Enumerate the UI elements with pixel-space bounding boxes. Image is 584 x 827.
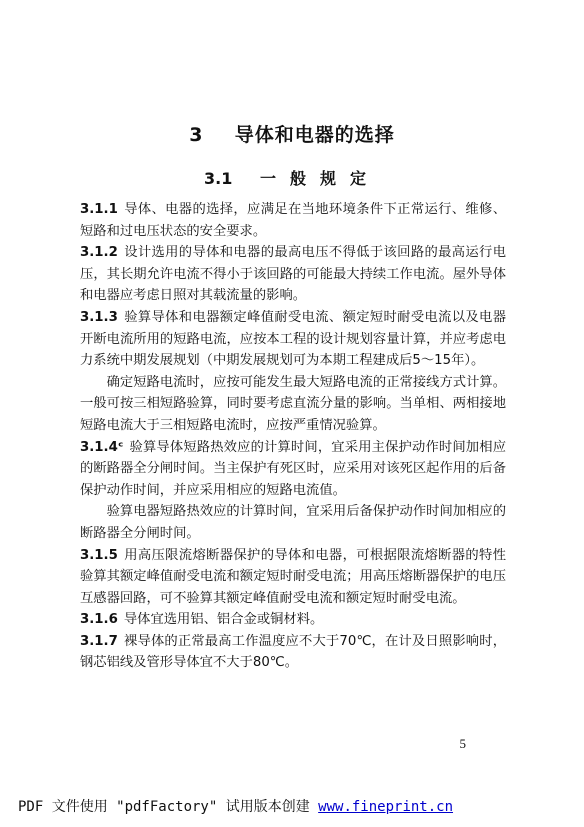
paragraph <box>80 501 506 544</box>
body-text <box>80 199 506 674</box>
clause-number: 3.1.4ᶜ <box>80 439 124 455</box>
section-number: 3.1 <box>204 169 233 188</box>
paragraph <box>80 372 506 437</box>
clause-number: 3.1.5 <box>80 547 118 563</box>
paragraph-text: 确定短路电流时，应按可能发生最大短路电流的正常接线方式计算。一般可按三相短路验算，同时要考虑直流分量的影响。当单相、两相接地短路电流大于三相短路电流时，应按严重情况验算。 <box>80 374 506 433</box>
footer-link[interactable]: www.fineprint.cn <box>318 799 454 815</box>
clause-number: 3.1.3 <box>80 309 118 325</box>
paragraph-text: 验算导体和电器额定峰值耐受电流、额定短时耐受电流以及电器开断电流所用的短路电流，应按本工程的设计规划容量计算，并应考虑电力系统中期发展规划（中期发展规划可为本期工程建成后5～15年）。 <box>80 309 506 369</box>
chapter-title <box>0 120 584 147</box>
paragraph-text: 裸导体的正常最高工作温度应不大于70℃，在计及日照影响时，钢芯铝线及管形导体宜不大于80℃。 <box>80 633 506 671</box>
paragraph-text: 导体宜选用铝、铝合金或铜材料。 <box>123 612 324 628</box>
paragraph-text: 验算导体短路热效应的计算时间，宜采用主保护动作时间加相应的断路器全分闸时间。当主保护有死区时，应采用对该死区起作用的后备保护动作时间，并应采用相应的短路电流值。 <box>80 439 506 498</box>
section-title-text: 一般规定 <box>259 169 380 188</box>
page-number: 5 <box>459 736 466 751</box>
paragraph <box>80 242 506 307</box>
paragraph-text: 导体、电器的选择，应满足在当地环境条件下正常运行、维修、短路和过电压状态的安全要求。 <box>80 202 506 239</box>
chapter-number: 3 <box>189 124 204 146</box>
paragraph-text: 用高压限流熔断器保护的导体和电器，可根据限流熔断器的特性验算其额定峰值耐受电流和额定短时耐受电流；用高压熔断器保护的电压互感器回路，可不验算其额定峰值耐受电流和额定短时耐受电流。 <box>80 547 506 606</box>
paragraph <box>80 545 506 610</box>
paragraph <box>80 631 506 674</box>
pdf-footer <box>18 796 453 816</box>
paragraph <box>80 307 506 372</box>
clause-number: 3.1.1 <box>80 202 118 217</box>
paragraph-text: 验算电器短路热效应的计算时间，宜采用后备保护动作时间加相应的断路器全分闸时间。 <box>80 504 506 541</box>
clause-number: 3.1.7 <box>80 633 118 649</box>
paragraph <box>80 609 506 631</box>
section-title <box>0 166 584 189</box>
paragraph <box>80 437 506 502</box>
paragraph <box>80 199 506 242</box>
clause-number: 3.1.2 <box>80 245 118 261</box>
clause-number: 3.1.6 <box>80 612 118 628</box>
footer-text: PDF 文件使用 "pdfFactory" 试用版本创建 <box>18 799 310 815</box>
chapter-title-text: 导体和电器的选择 <box>234 124 395 146</box>
paragraph-text: 设计选用的导体和电器的最高电压不得低于该回路的最高运行电压，其长期允许电流不得小于该回路的可能最大持续工作电流。屋外导体和电器应考虑日照对其载流量的影响。 <box>80 245 506 304</box>
